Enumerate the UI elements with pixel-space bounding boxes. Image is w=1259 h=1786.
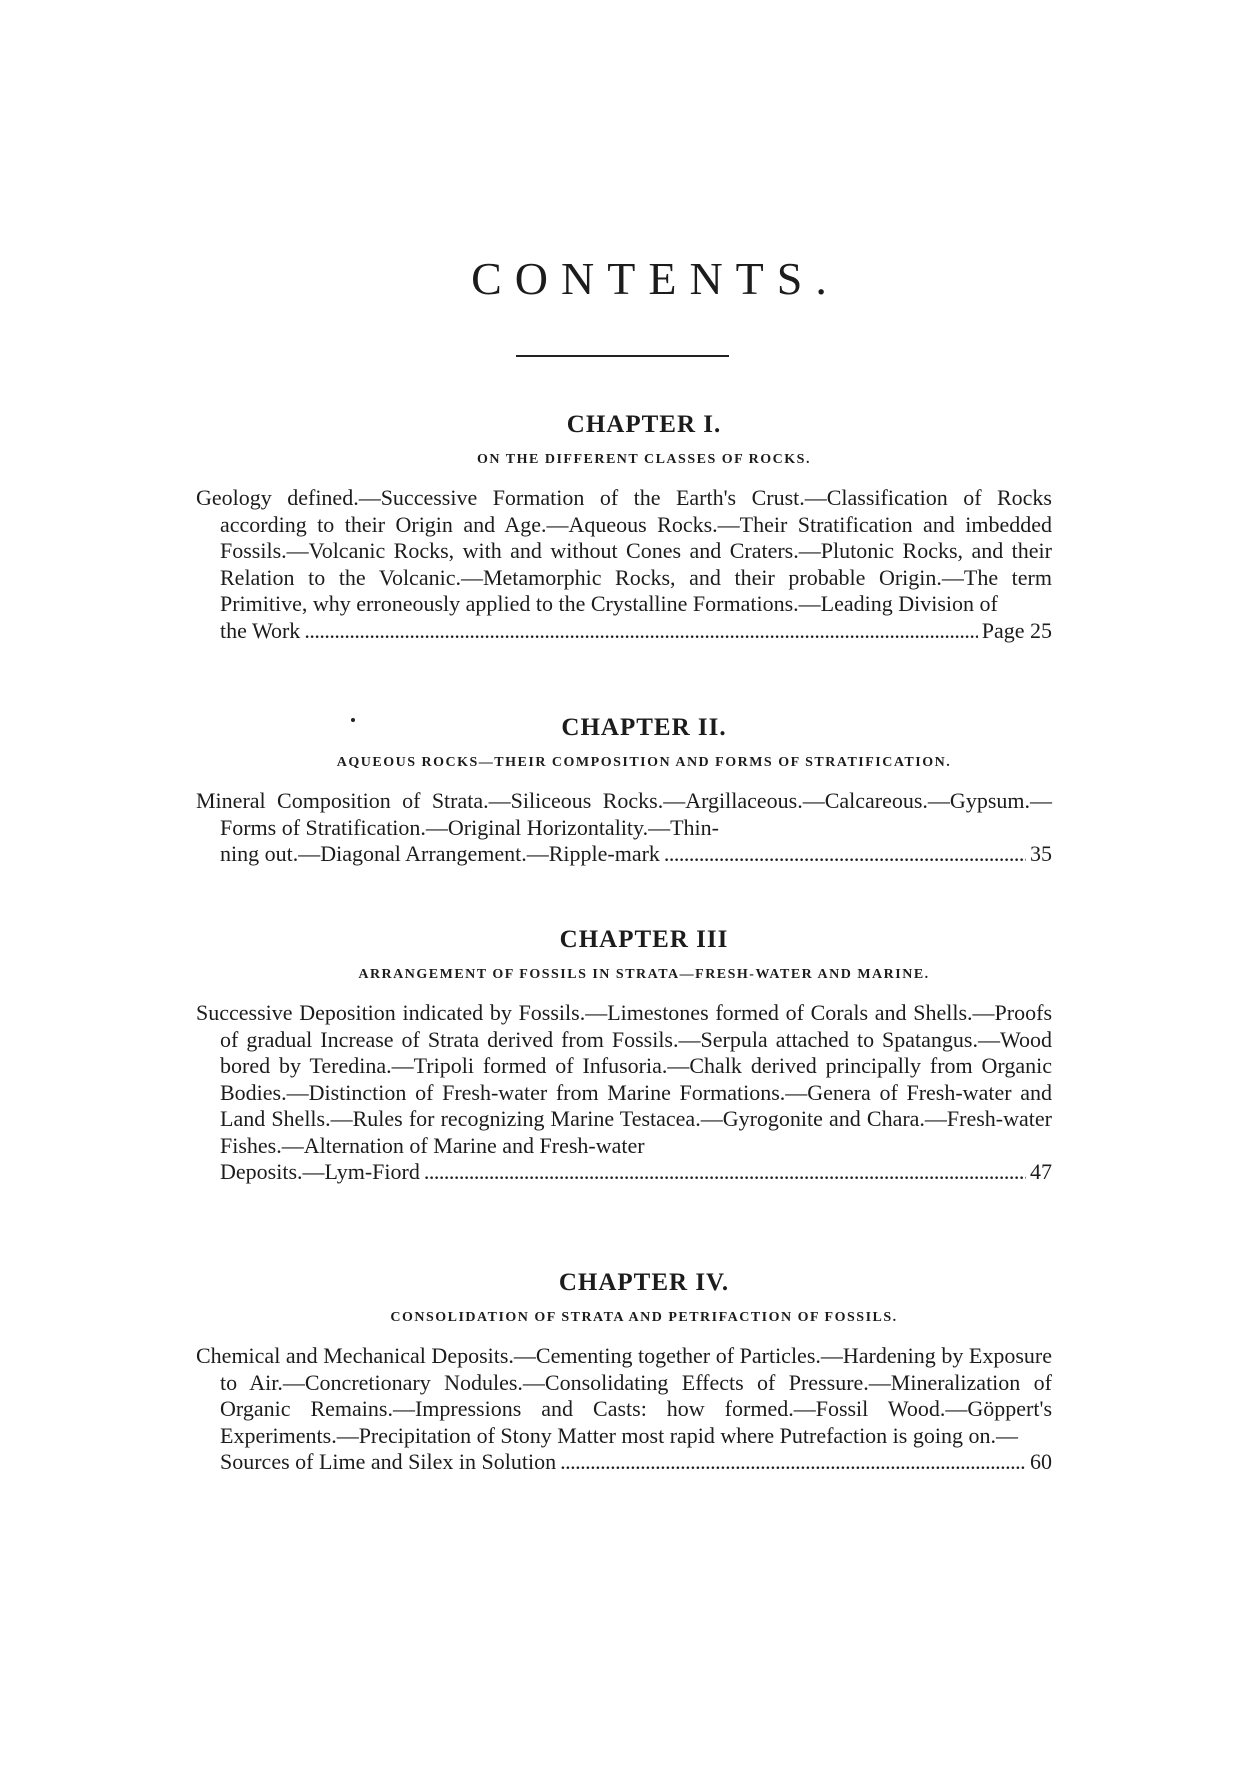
chapter-4 (196, 1268, 1052, 1476)
toc-entry-tail: the Work (220, 617, 301, 643)
chapter-summary-text: Mineral Composition of Strata.—Siliceous Rocks.—Argillaceous.—Calcareous.—Gypsum.—Forms of Stratification.—Original Horizontality.—Thin- (196, 788, 1052, 840)
chapter-2 (196, 713, 1052, 868)
page-number: 47 (1030, 1159, 1052, 1184)
chapter-summary (196, 788, 1052, 868)
chapter-summary (196, 1000, 1052, 1186)
chapter-subtitle: AQUEOUS ROCKS—THEIR COMPOSITION AND FORMS OF STRATIFICATION. (336, 755, 952, 770)
chapter-heading: CHAPTER III (559, 926, 729, 953)
toc-entry-tail: ning out.—Diagonal Arrangement.—Ripple-mark (220, 841, 660, 866)
dot-leader (424, 1159, 1026, 1186)
toc-entry[interactable] (220, 618, 1052, 645)
chapter-summary (196, 1343, 1052, 1476)
chapter-subtitle: CONSOLIDATION OF STRATA AND PETRIFACTION OF FOSSILS. (390, 1310, 898, 1325)
chapter-1 (196, 410, 1052, 644)
toc-entry-tail: Deposits.—Lym-Fiord (220, 1159, 420, 1184)
page-number: Page 25 (981, 617, 1052, 643)
page-number: 35 (1030, 841, 1052, 866)
dot-leader (664, 841, 1026, 868)
chapter-heading: CHAPTER II. (561, 714, 727, 741)
chapter-summary (196, 485, 1052, 644)
toc-entry-tail: Sources of Lime and Silex in Solution (220, 1449, 557, 1474)
chapter-heading: CHAPTER I. (566, 411, 722, 438)
chapter-summary-text: Geology defined.—Successive Formation of the Earth's Crust.—Classification of Rocks according to their Origin and Age.—Aqueous Rocks.—Their Stratification and imbedded Fossils.—Volcanic Rocks, with and without Cones and Craters.—Plutonic Rocks, and their Relation to the Volcanic.—Metamorphic Rocks, and their probable Origin.—The term Primitive, why erroneously applied to the Crystalline Formations.—Leading Division of (196, 485, 1052, 616)
chapter-heading: CHAPTER IV. (558, 1269, 730, 1296)
toc-entry[interactable] (220, 1449, 1052, 1476)
dot-leader (560, 1449, 1026, 1476)
dot-leader (304, 618, 977, 645)
page-title: CONTENTS. (471, 253, 840, 304)
chapter-subtitle: ON THE DIFFERENT CLASSES OF ROCKS. (477, 452, 811, 467)
chapter-summary-text: Chemical and Mechanical Deposits.—Cementing together of Particles.—Hardening by Exposure to Air.—Concretionary Nodules.—Consolidating Effects of Pressure.—Mineralization of Organic Remains.—Impressions and Casts: how formed.—Fossil Wood.—Göppert's Experiments.—Precipitation of Stony Matter most rapid where Putrefaction is going on.— (196, 1343, 1052, 1448)
title-divider (516, 355, 729, 357)
chapter-subtitle: ARRANGEMENT OF FOSSILS IN STRATA—FRESH-WATER AND MARINE. (358, 967, 930, 982)
chapter-3 (196, 925, 1052, 1186)
toc-entry[interactable] (220, 1159, 1052, 1186)
chapter-summary-text: Successive Deposition indicated by Fossils.—Limestones formed of Corals and Shells.—Proofs of gradual Increase of Strata derived from Fossils.—Serpula attached to Spatangus.—Wood bored by Teredina.—Tripoli formed of Infusoria.—Chalk derived principally from Organic Bodies.—Distinction of Fresh-water from Marine Formations.—Genera of Fresh-water and Land Shells.—Rules for recognizing Marine Testacea.—Gyrogonite and Chara.—Fresh-water Fishes.—Alternation of Marine and Fresh-water (196, 1000, 1052, 1158)
toc-entry[interactable] (220, 841, 1052, 868)
page-number: 60 (1030, 1449, 1052, 1474)
